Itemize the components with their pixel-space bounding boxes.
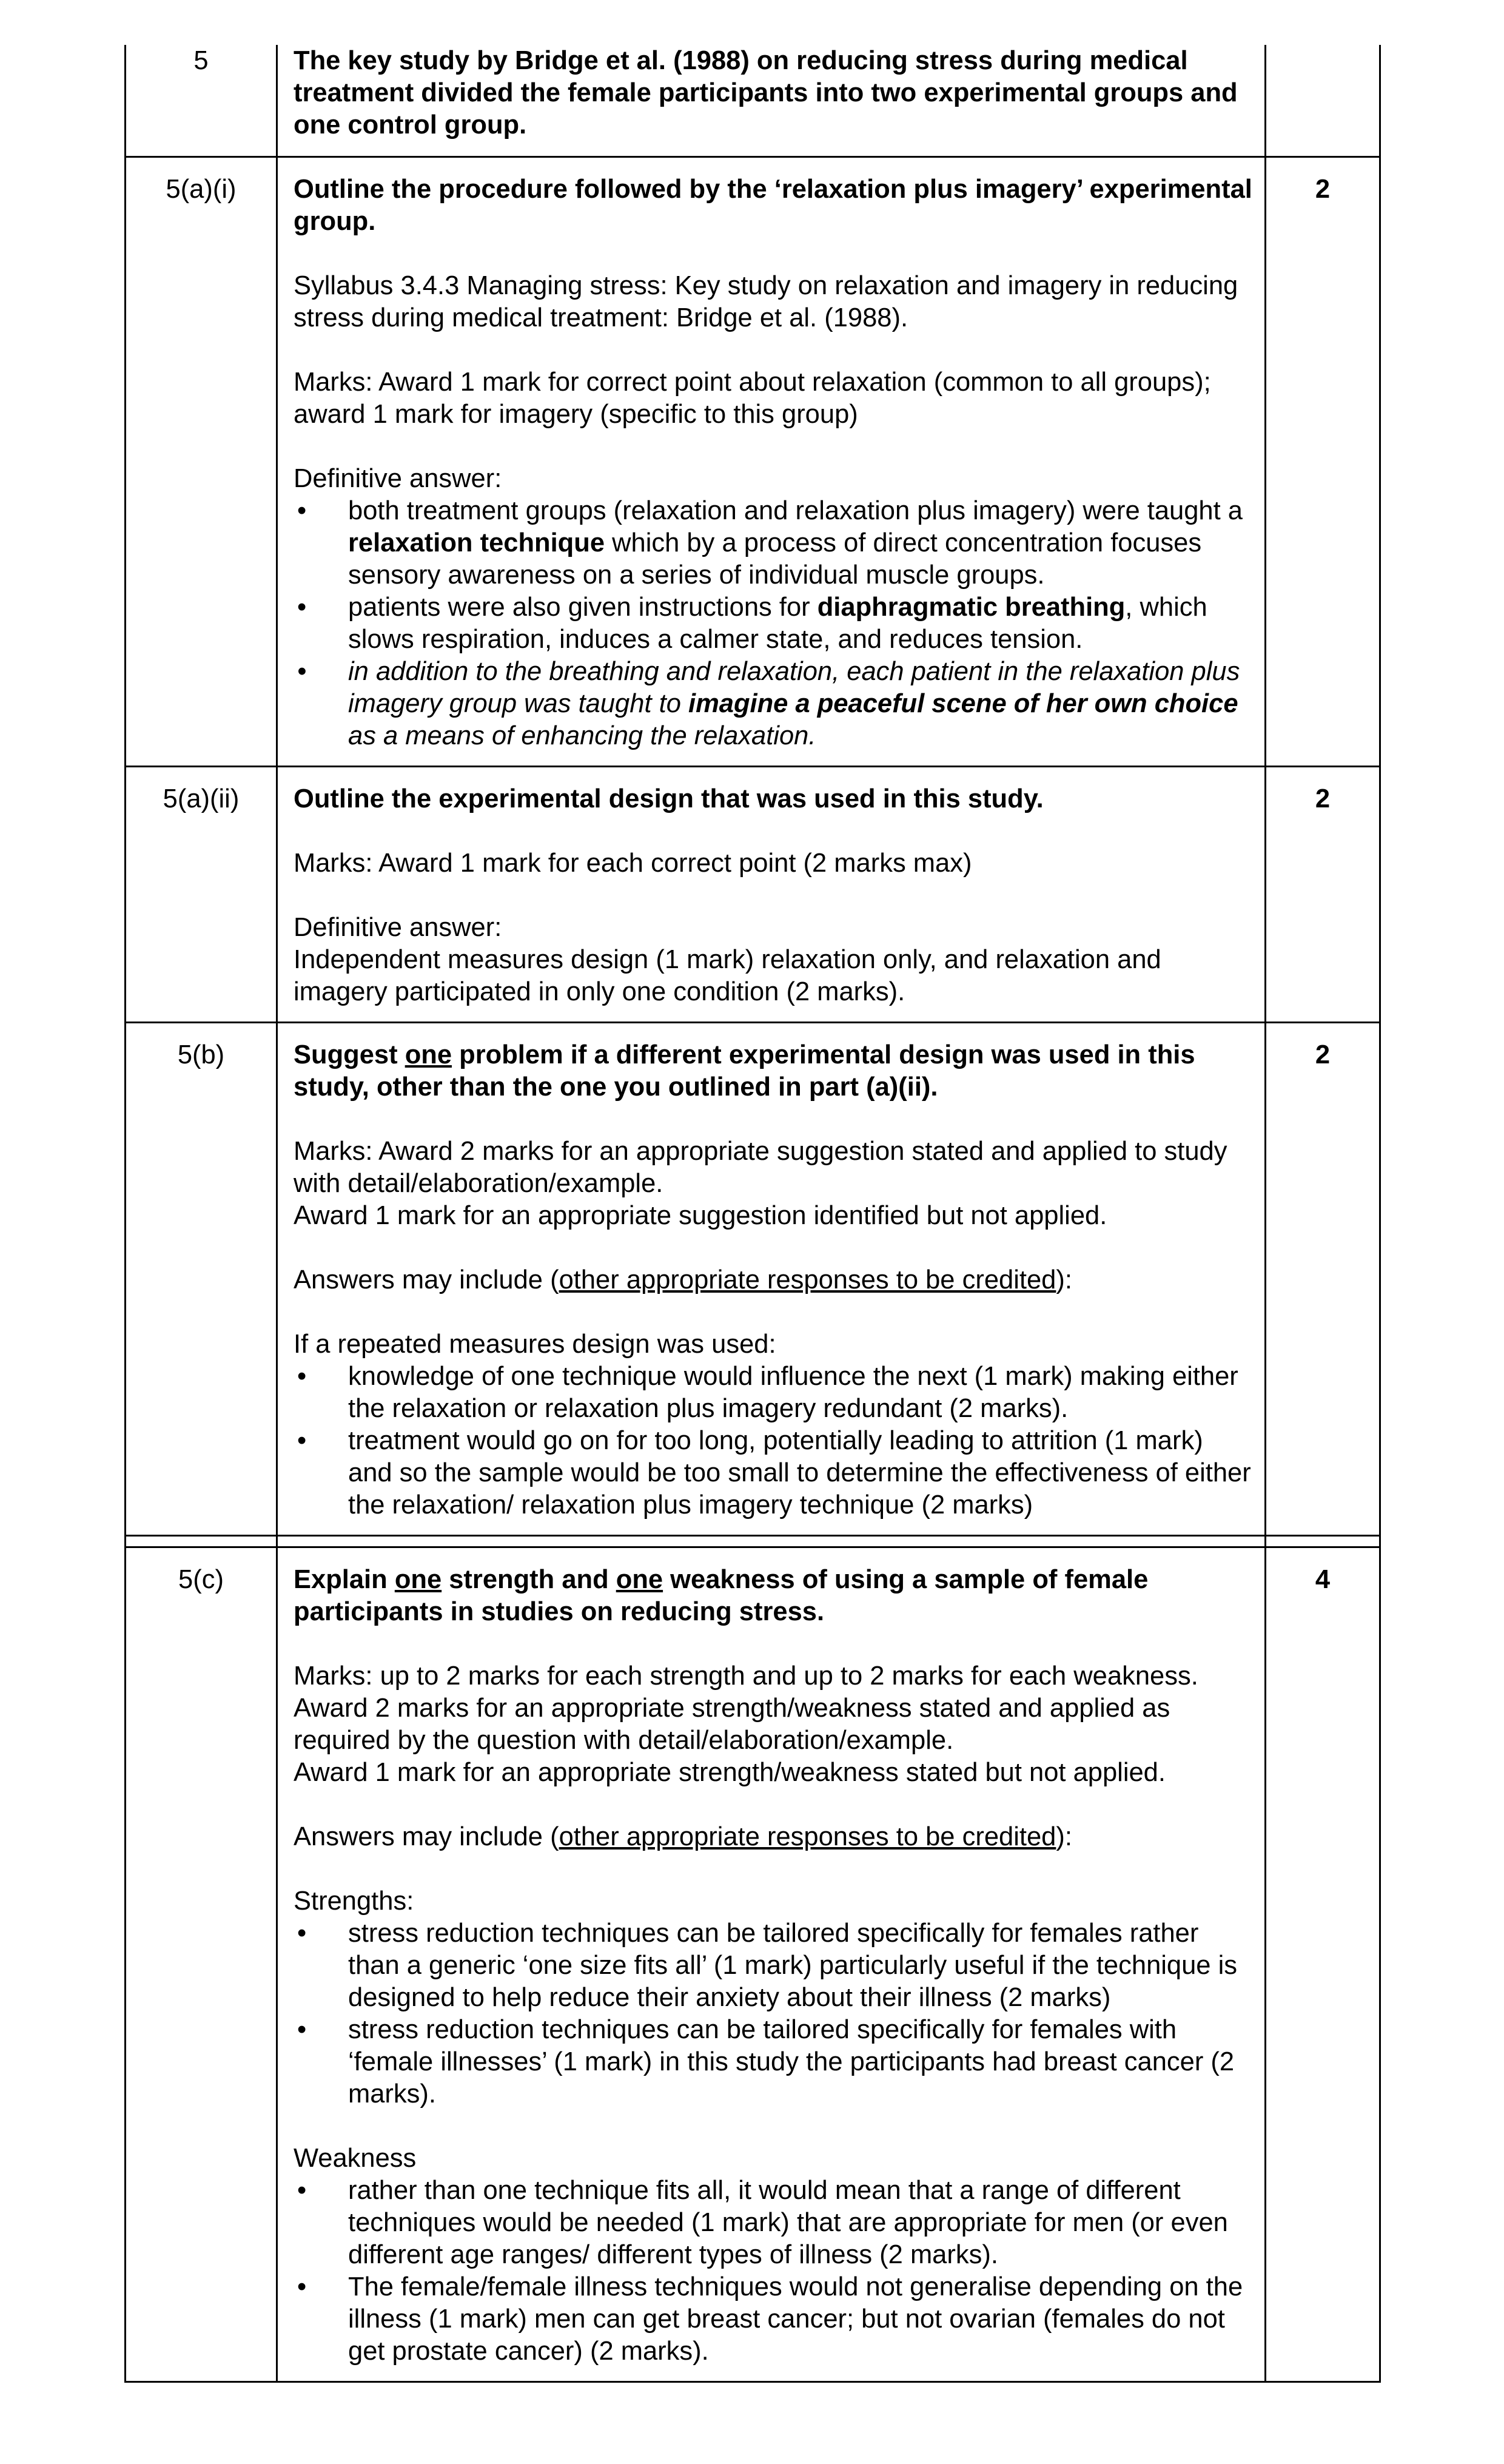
marks-guidance: Marks: Award 1 mark for correct point about relaxation (common to all groups); award 1 mark for imagery (specific to this group) bbox=[294, 368, 1211, 429]
strengths-label: Strengths: bbox=[294, 1887, 414, 1916]
definitive-answer-label: Definitive answer: bbox=[294, 913, 502, 942]
row-question-5aii bbox=[126, 767, 1380, 1023]
question-number: 5(c) bbox=[126, 1547, 277, 2382]
marks-cell: 2 bbox=[1266, 157, 1380, 767]
definitive-answer-label: Definitive answer: bbox=[294, 464, 502, 493]
row-question-5c bbox=[126, 1547, 1380, 2382]
list-item: • treatment would go on for too long, potentially leading to attrition (1 mark) and so the sample would be too small to determine the effectiveness of either the relaxation/ relaxation plus imagery technique (2 marks) bbox=[294, 1425, 1252, 1521]
question-text: Outline the experimental design that was used in this study. bbox=[294, 784, 1044, 813]
list-item: • stress reduction techniques can be tailored specifically for females with ‘female illnesses’ (1 mark) in this study the participants had breast cancer (2 marks). bbox=[294, 2014, 1252, 2110]
list-item: • The female/female illness techniques would not generalise depending on the illness (1 mark) men can get breast cancer; but not ovarian (females do not get prostate cancer) (2 marks). bbox=[294, 2271, 1252, 2368]
row-question-5b bbox=[126, 1023, 1380, 1536]
list-item: • rather than one technique fits all, it would mean that a range of different techniques would be needed (1 mark) that are appropriate for men (or even different age ranges/ different types of illness (2 marks). bbox=[294, 2175, 1252, 2271]
mark-scheme-table bbox=[124, 45, 1381, 2383]
weakness-label: Weakness bbox=[294, 2144, 417, 2173]
answer-cell bbox=[277, 1023, 1266, 1536]
question-text: Suggest one problem if a different experimental design was used in this study, other than the one you outlined in part (a)(ii). bbox=[294, 1040, 1195, 1102]
answer-cell bbox=[277, 157, 1266, 767]
answer-context: If a repeated measures design was used: bbox=[294, 1330, 776, 1359]
marks-cell: 2 bbox=[1266, 1023, 1380, 1536]
marks-cell: 2 bbox=[1266, 767, 1380, 1023]
answer-bullets bbox=[294, 495, 1252, 752]
list-item: • in addition to the breathing and relaxation, each patient in the relaxation plus imagery group was taught to imagine a peaceful scene of her own choice as a means of enhancing the relaxation. bbox=[294, 656, 1252, 752]
list-item: • both treatment groups (relaxation and relaxation plus imagery) were taught a relaxation technique which by a process of direct concentration focuses sensory awareness on a series of individual muscle groups. bbox=[294, 495, 1252, 591]
answer-cell bbox=[277, 45, 1266, 157]
marks-guidance: Marks: Award 2 marks for an appropriate suggestion stated and applied to study with detail/elaboration/example. bbox=[294, 1137, 1227, 1198]
answer-bullets bbox=[294, 1361, 1252, 1521]
row-question-5ai bbox=[126, 157, 1380, 767]
marks-guidance: Marks: up to 2 marks for each strength and up to 2 marks for each weakness. bbox=[294, 1661, 1198, 1691]
marks-guidance: Marks: Award 1 mark for each correct point (2 marks max) bbox=[294, 849, 972, 878]
answers-intro: Answers may include (other appropriate responses to be credited): bbox=[294, 1265, 1072, 1294]
weakness-bullets bbox=[294, 2175, 1252, 2368]
marks-guidance: Award 1 mark for an appropriate strength/weakness stated but not applied. bbox=[294, 1758, 1166, 1787]
question-number: 5(a)(ii) bbox=[126, 767, 277, 1023]
definitive-answer: Independent measures design (1 mark) relaxation only, and relaxation and imagery participated in only one condition (2 marks). bbox=[294, 945, 1161, 1006]
answer-cell bbox=[277, 767, 1266, 1023]
answer-cell bbox=[277, 1547, 1266, 2382]
row-question-5 bbox=[126, 45, 1380, 157]
list-item: • knowledge of one technique would influence the next (1 mark) making either the relaxation or relaxation plus imagery redundant (2 marks). bbox=[294, 1361, 1252, 1425]
marks-guidance: Award 2 marks for an appropriate strength/weakness stated and applied as required by the question with detail/elaboration/example. bbox=[294, 1694, 1170, 1755]
list-item: • stress reduction techniques can be tailored specifically for females rather than a generic ‘one size fits all’ (1 mark) particularly useful if the technique is designed to help reduce their anxiety about their illness (2 marks) bbox=[294, 1917, 1252, 2014]
marks-cell bbox=[1266, 45, 1380, 157]
strengths-bullets bbox=[294, 1917, 1252, 2110]
list-item: • patients were also given instructions for diaphragmatic breathing, which slows respiration, induces a calmer state, and reduces tension. bbox=[294, 591, 1252, 656]
question-text: Outline the procedure followed by the ‘relaxation plus imagery’ experimental group. bbox=[294, 175, 1252, 236]
question-text: Explain one strength and one weakness of using a sample of female participants in studies on reducing stress. bbox=[294, 1565, 1149, 1626]
question-number: 5(a)(i) bbox=[126, 157, 277, 767]
question-number: 5(b) bbox=[126, 1023, 277, 1536]
question-number: 5 bbox=[126, 45, 277, 157]
answers-intro: Answers may include (other appropriate responses to be credited): bbox=[294, 1822, 1072, 1851]
syllabus-reference: Syllabus 3.4.3 Managing stress: Key study on relaxation and imagery in reducing stress during medical treatment: Bridge et al. (1988). bbox=[294, 271, 1238, 332]
row-divider bbox=[126, 1536, 1380, 1547]
marks-guidance: Award 1 mark for an appropriate suggestion identified but not applied. bbox=[294, 1201, 1107, 1230]
marks-cell: 4 bbox=[1266, 1547, 1380, 2382]
question-stem: The key study by Bridge et al. (1988) on reducing stress during medical treatment divided the female participants into two experimental groups and one control group. bbox=[294, 46, 1238, 140]
